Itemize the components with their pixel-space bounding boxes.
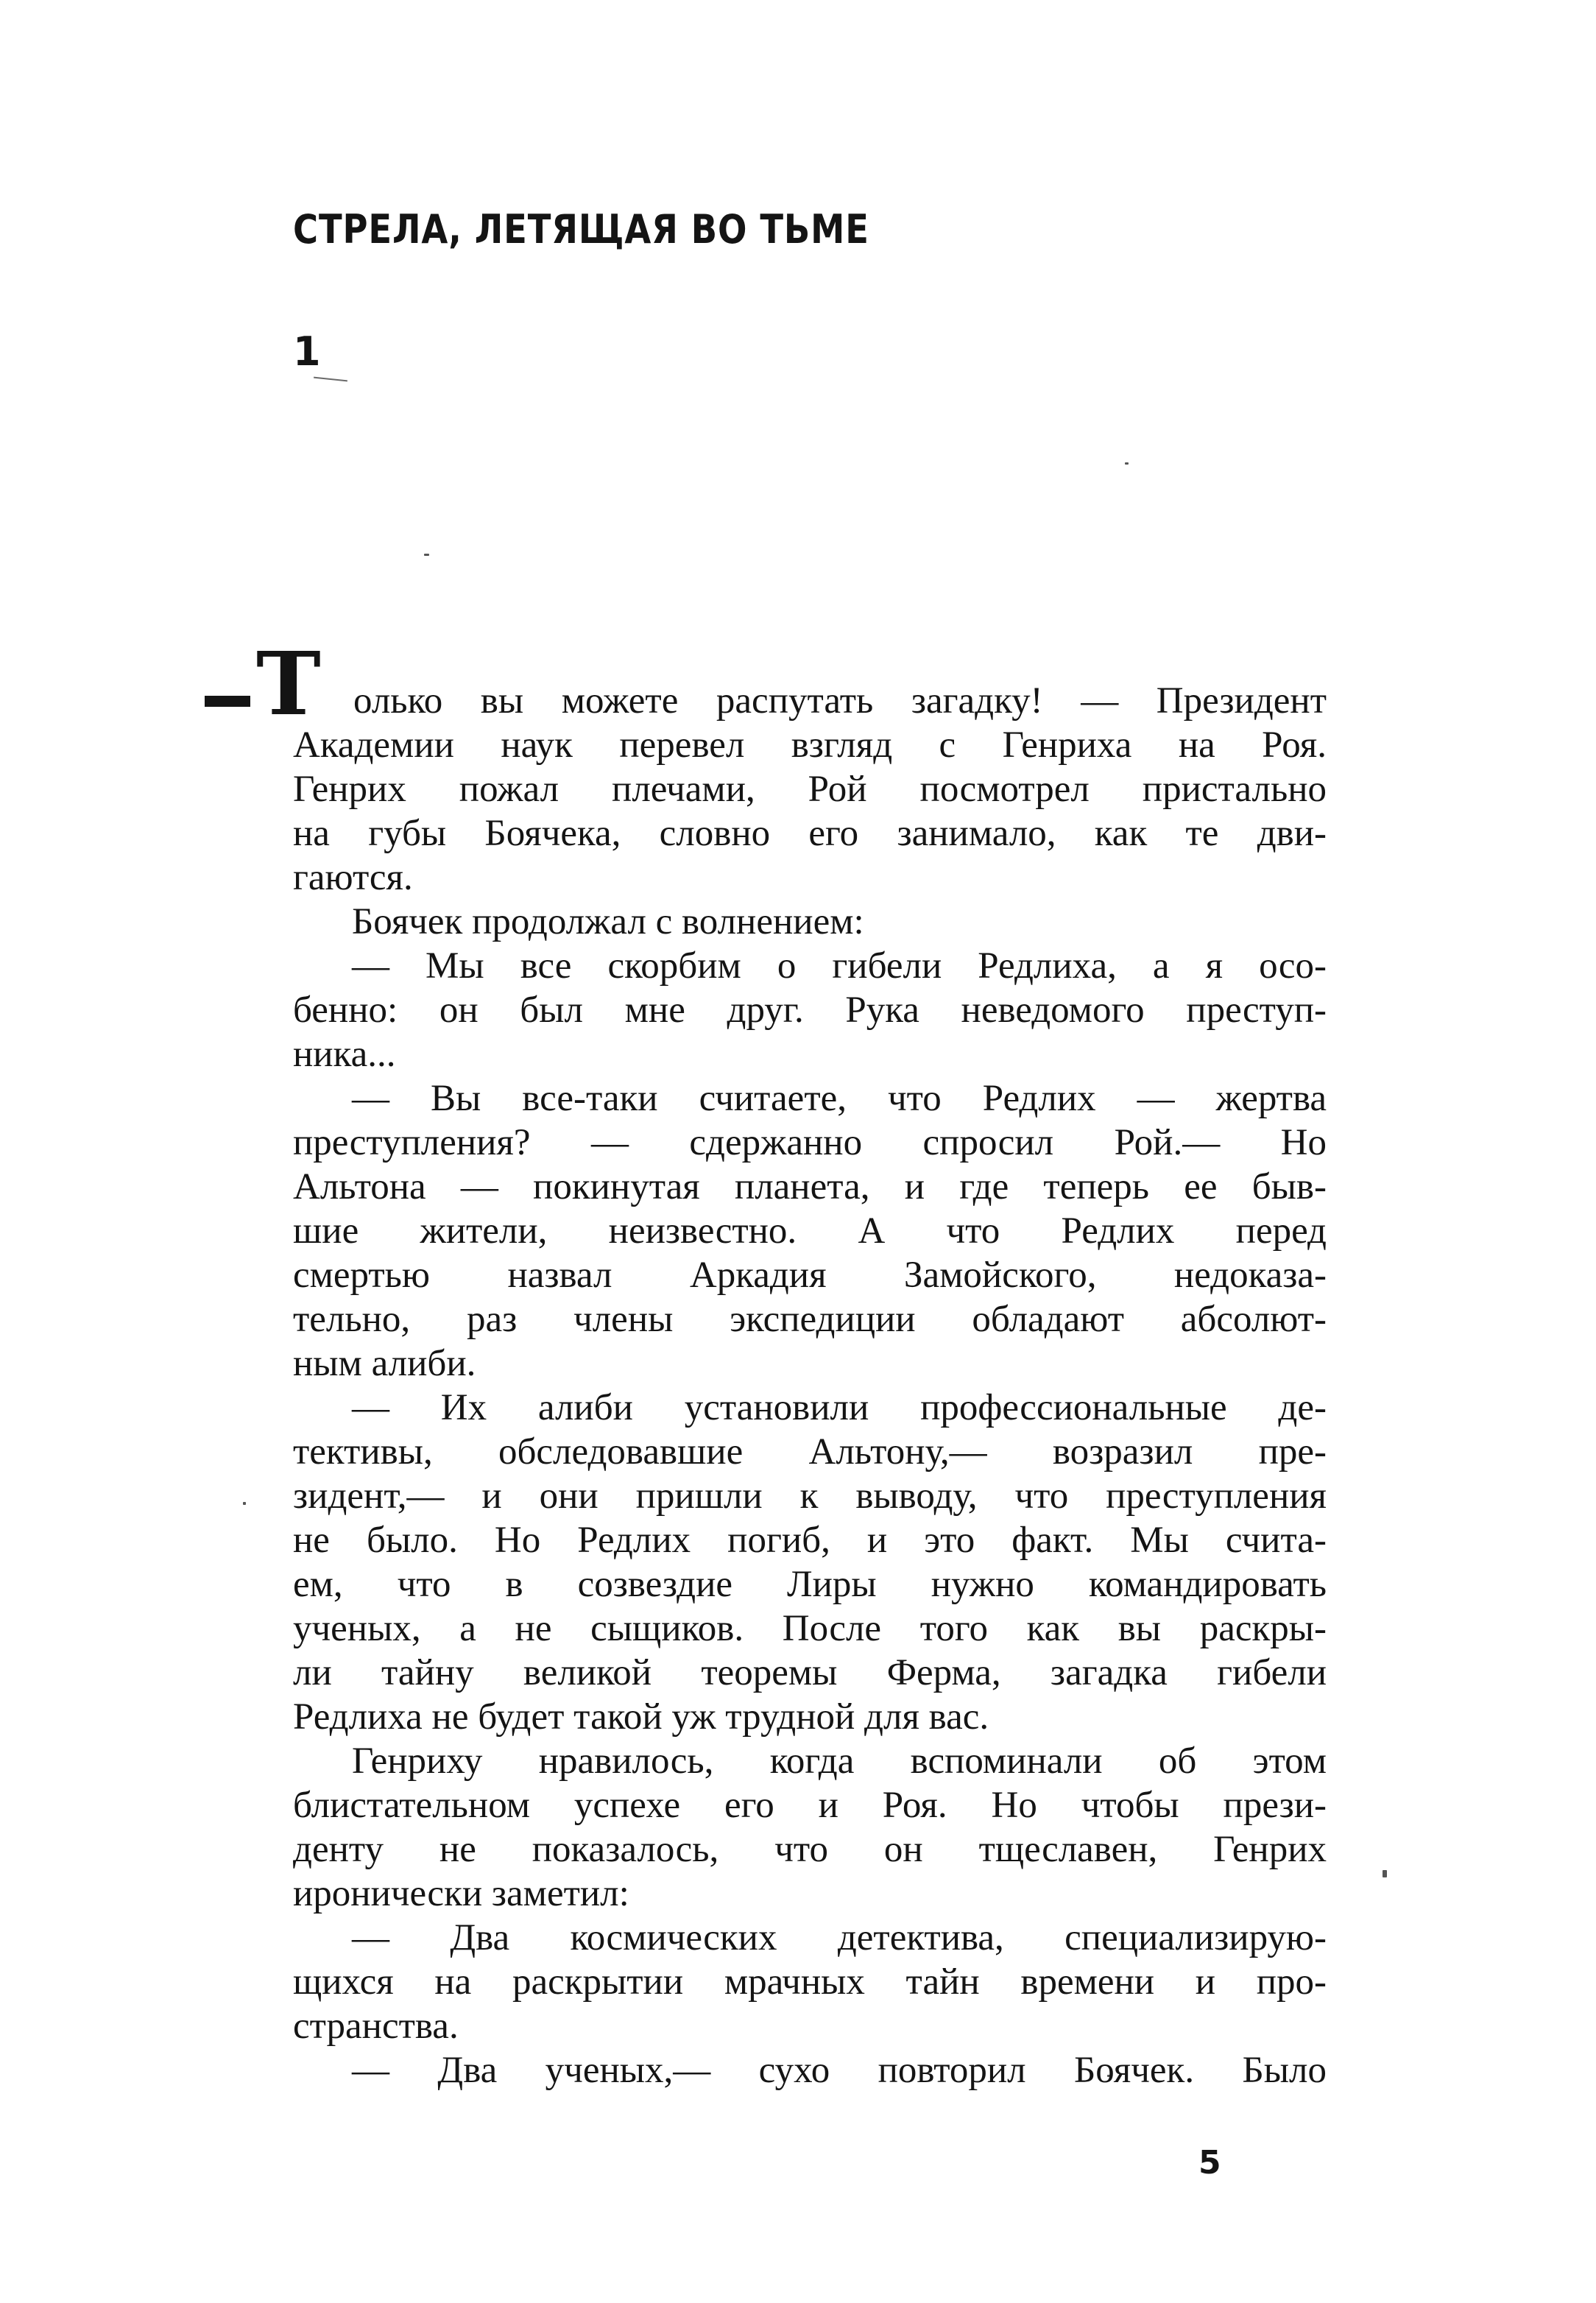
text-line: тельно, раз члены экспедиции обладают абсолют- (293, 1299, 1327, 1340)
text-line: смертью назвал Аркадия Замойского, недоказа- (293, 1255, 1327, 1296)
text-line: Боячек продолжал с волнением: (352, 901, 864, 942)
text-line: не было. Но Редлих погиб, и это факт. Мы счита- (293, 1520, 1327, 1561)
body-text (293, 679, 1327, 2092)
text-line: на губы Боячека, словно его занимало, как те дви- (293, 813, 1327, 854)
text-line: ника... (293, 1034, 396, 1075)
print-speck (1383, 1870, 1387, 1877)
print-speck (243, 1502, 246, 1505)
text-line: Генрих пожал плечами, Рой посмотрел пристально (293, 769, 1327, 810)
dialogue-dash-mark (205, 696, 250, 707)
text-line: ным алиби. (293, 1343, 476, 1384)
text-line: ли тайну великой теоремы Ферма, загадка гибели (293, 1652, 1327, 1693)
text-line: — Два ученых,— сухо повторил Боячек. Было (352, 2050, 1327, 2091)
text-line: шие жители, неизвестно. А что Редлих перед (293, 1210, 1327, 1252)
text-line: преступления? — сдержанно спросил Рой.— Но (293, 1122, 1327, 1163)
print-speck (424, 554, 429, 556)
print-speck (1125, 462, 1129, 465)
text-line: — Два космических детектива, специализирую- (352, 1917, 1327, 1958)
text-line: — Вы все-таки считаете, что Редлих — жертва (352, 1078, 1327, 1119)
text-line: щихся на раскрытии мрачных тайн времени и про- (293, 1961, 1327, 2003)
text-line: олько вы можете распутать загадку! — Президент (353, 680, 1327, 722)
page-number: 5 (1198, 2144, 1221, 2182)
text-line: тективы, обследовавшие Альтону,— возразил пре- (293, 1431, 1327, 1473)
text-line: Редлиха не будет такой уж трудной для вас. (293, 1696, 989, 1738)
text-line: иронически заметил: (293, 1873, 629, 1914)
text-line: блистательном успехе его и Роя. Но чтобы прези- (293, 1785, 1327, 1826)
text-line: странства. (293, 2006, 459, 2047)
section-divider (314, 377, 347, 382)
text-line: бенно: он был мне друг. Рука неведомого преступ- (293, 990, 1327, 1031)
text-line: Академии наук перевел взгляд с Генриха на Роя. (293, 724, 1327, 766)
text-line: ем, что в созвездие Лиры нужно командировать (293, 1564, 1327, 1605)
drop-cap: Т (256, 632, 321, 735)
text-line: зидент,— и они пришли к выводу, что преступления (293, 1475, 1327, 1517)
text-line: гаются. (293, 857, 413, 898)
text-line: ученых, а не сыщиков. После того как вы раскры- (293, 1608, 1327, 1649)
text-line: — Мы все скорбим о гибели Редлиха, а я осо- (352, 945, 1327, 987)
section-number: 1 (293, 328, 321, 375)
chapter-title: СТРЕЛА, ЛЕТЯЩАЯ ВО ТЬМЕ (293, 206, 869, 253)
text-line: — Их алиби установили профессиональные де- (352, 1387, 1327, 1428)
text-line: Альтона — покинутая планета, и где теперь ее быв- (293, 1166, 1327, 1207)
text-line: денту не показалось, что он тщеславен, Генрих (293, 1829, 1327, 1870)
text-line: Генриху нравилось, когда вспоминали об этом (352, 1741, 1327, 1782)
